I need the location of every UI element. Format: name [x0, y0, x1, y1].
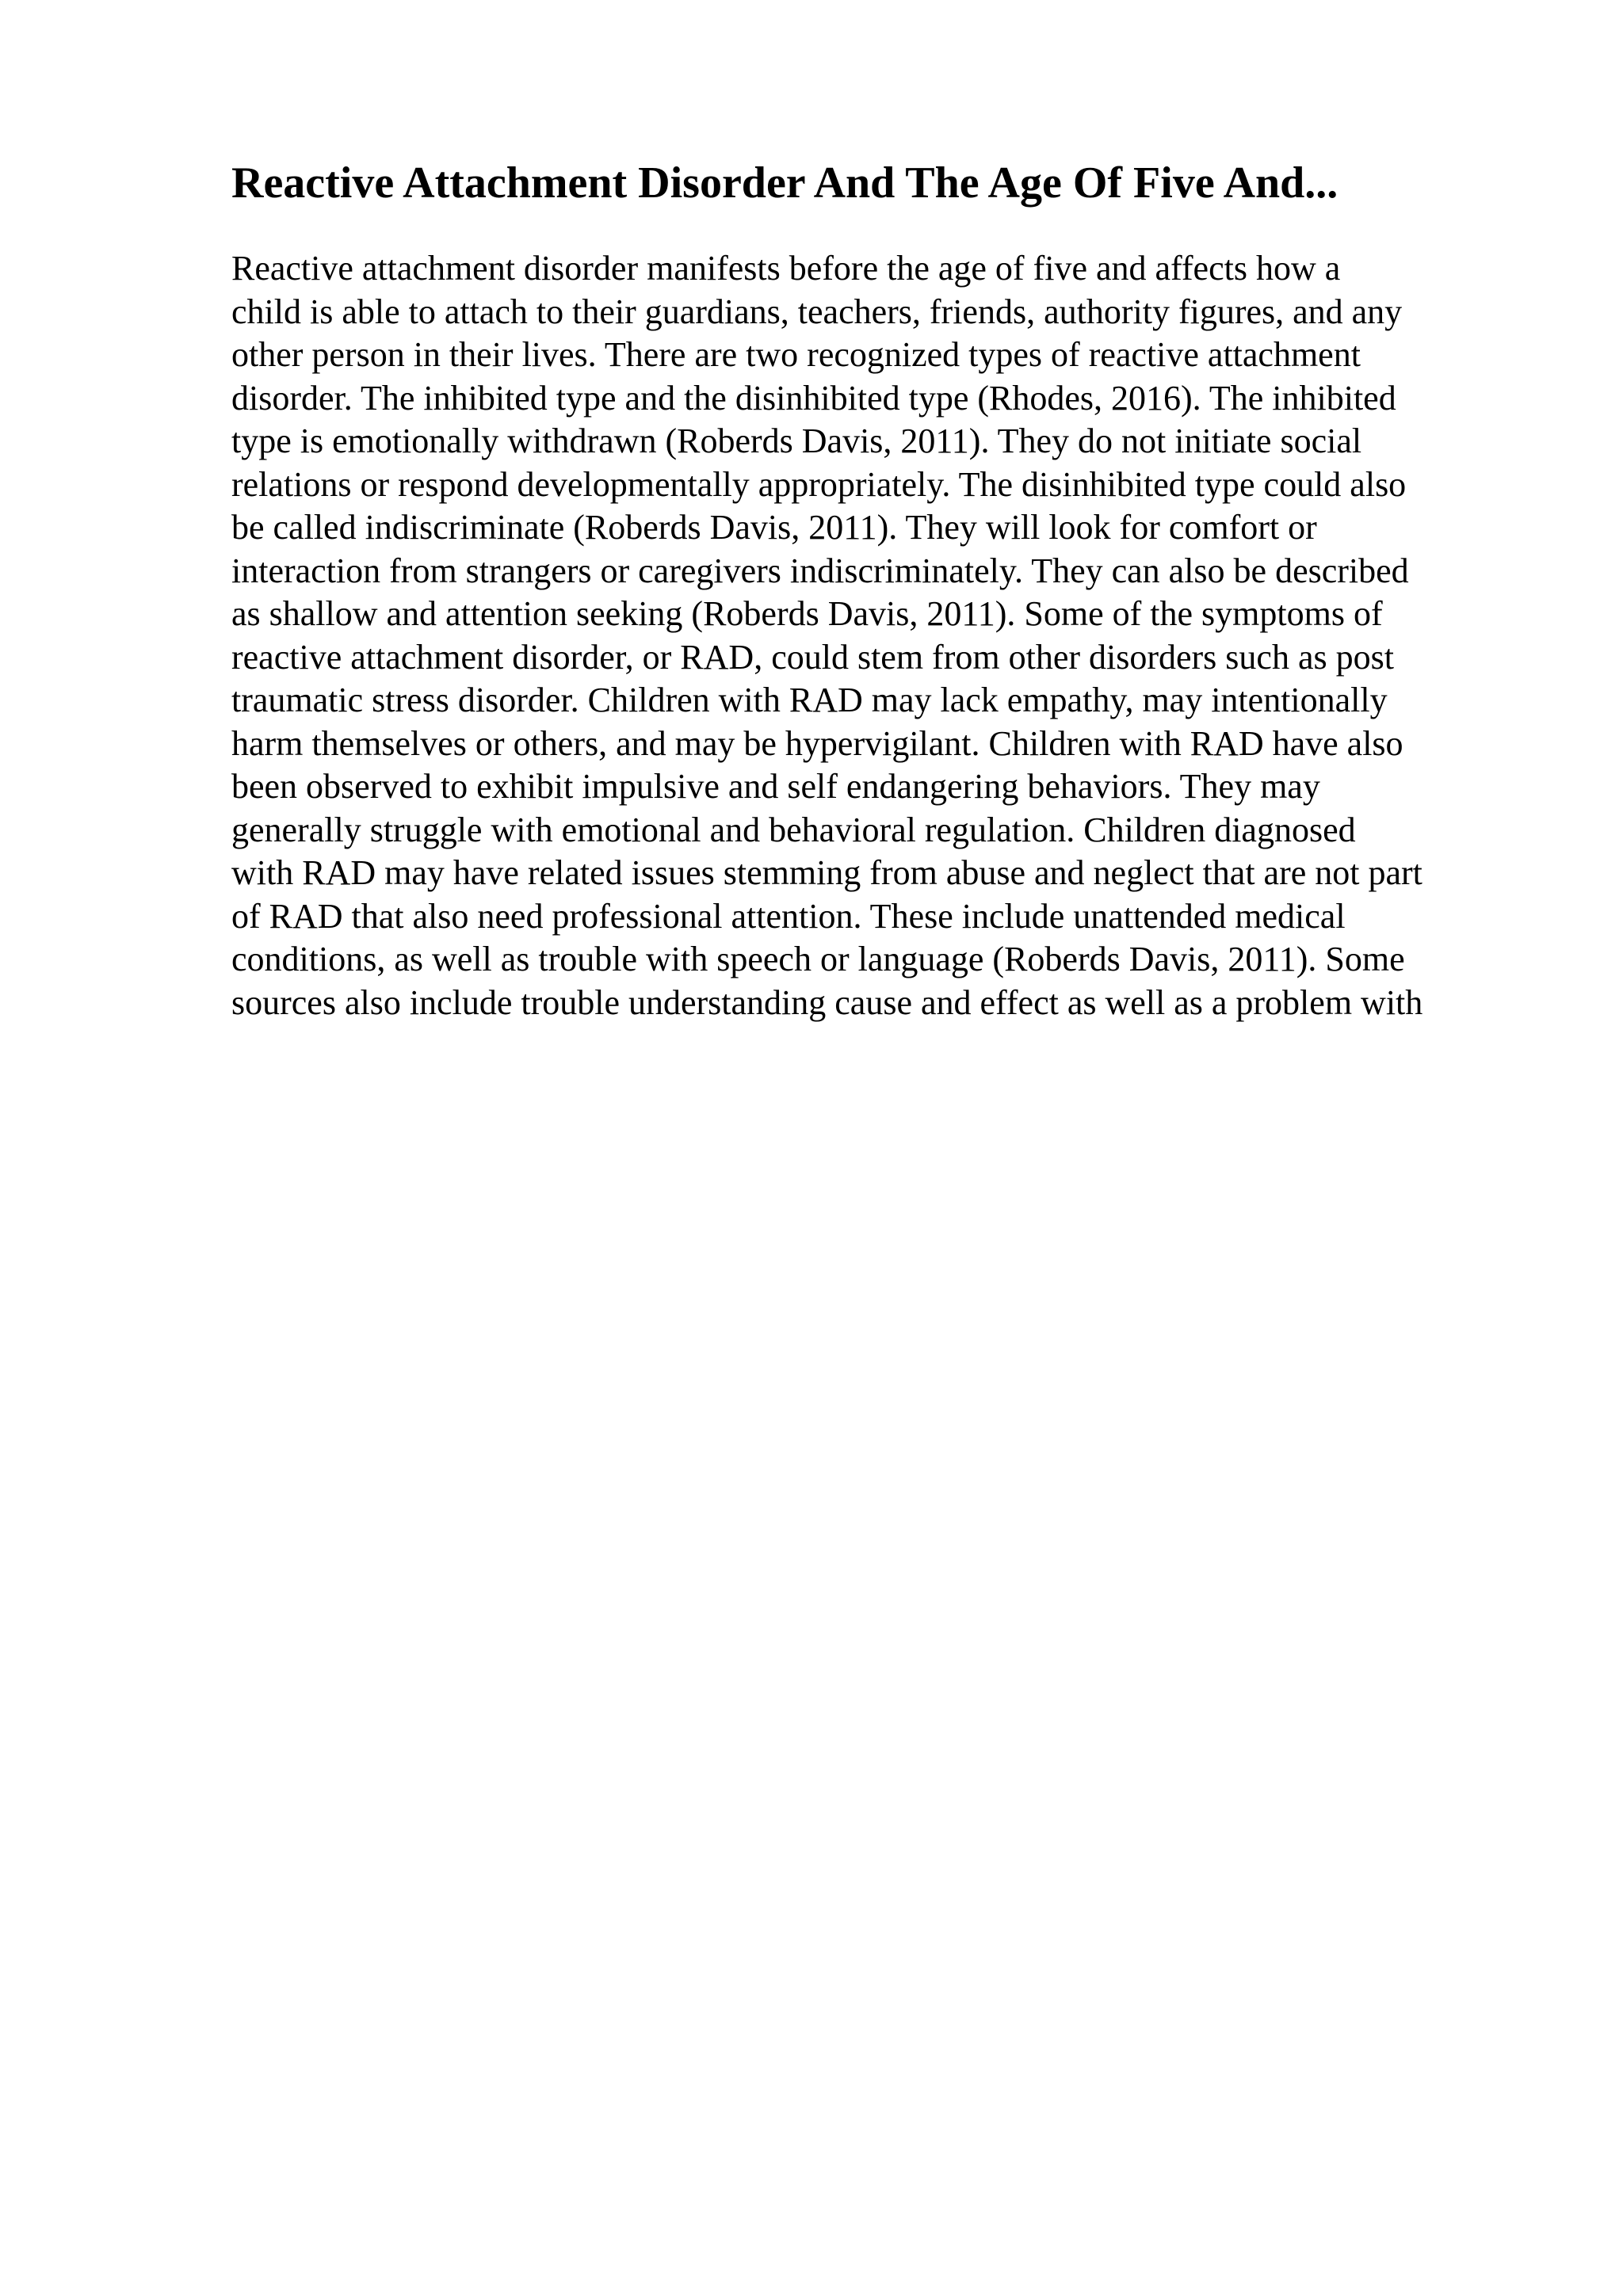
paragraph-line: be called indiscriminate (Roberds Davis, 2011). They will look for comfort or [231, 508, 1317, 547]
body-paragraph [231, 247, 1531, 1024]
paragraph-line: as shallow and attention seeking (Roberds Davis, 2011). Some of the symptoms of [231, 594, 1383, 633]
paragraph-line: traumatic stress disorder. Children with RAD may lack empathy, may intentionally [231, 681, 1388, 719]
paragraph-line: child is able to attach to their guardians, teachers, friends, authority figures, and any [231, 292, 1403, 331]
paragraph-line: with RAD may have related issues stemming from abuse and neglect that are not part [231, 853, 1423, 892]
paragraph-line: been observed to exhibit impulsive and self endangering behaviors. They may [231, 767, 1320, 806]
paragraph-line: harm themselves or others, and may be hypervigilant. Children with RAD have also [231, 723, 1403, 763]
paragraph-line: of RAD that also need professional attention. These include unattended medical [231, 896, 1346, 936]
paragraph-line: conditions, as well as trouble with speech or language (Roberds Davis, 2011). Some [231, 940, 1405, 978]
paragraph-line: Reactive attachment disorder manifests before the age of five and affects how a [231, 249, 1341, 288]
paragraph-line: reactive attachment disorder, or RAD, could stem from other disorders such as post [231, 637, 1394, 677]
paragraph-line: sources also include trouble understanding cause and effect as well as a problem with [231, 982, 1423, 1022]
paragraph-line: other person in their lives. There are two recognized types of reactive attachment [231, 335, 1361, 374]
paragraph-line: disorder. The inhibited type and the disinhibited type (Rhodes, 2016). The inhibited [231, 378, 1396, 418]
document-title: Reactive Attachment Disorder And The Age Of Five And... [231, 158, 1338, 208]
paragraph-line: interaction from strangers or caregivers indiscriminately. They can also be described [231, 551, 1409, 590]
paragraph-line: type is emotionally withdrawn (Roberds Davis, 2011). They do not initiate social [231, 421, 1362, 460]
paragraph-line: relations or respond developmentally appropriately. The disinhibited type could also [231, 464, 1407, 504]
paragraph-line: generally struggle with emotional and behavioral regulation. Children diagnosed [231, 810, 1356, 849]
